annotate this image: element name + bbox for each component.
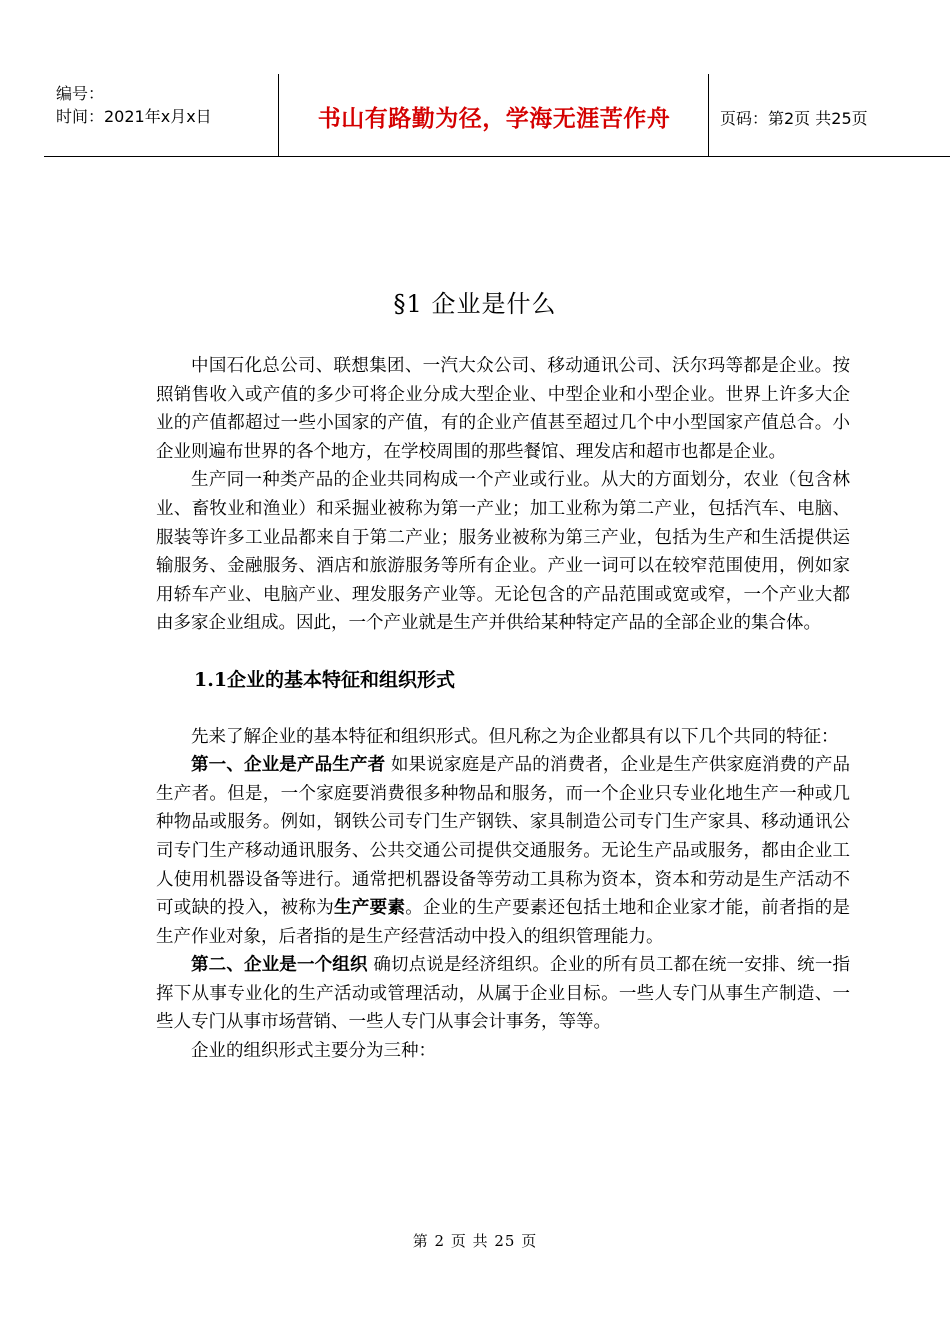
feature-heading: 第一、企业是产品生产者 — [191, 755, 386, 776]
page-footer: 第 2 页 共 25 页 — [412, 1232, 538, 1250]
subsection-heading: 1.1企业的基本特征和组织形式 — [194, 668, 456, 691]
paragraph-text: 如果说家庭是产品的消费者，企业是生产供家庭消费的产品生产者。但是，一个家庭要消费很多种物品和服务，而一个企业只专业化地生产一种或几种物品或服务。例如，钢铁公司专门生产钢铁、家具制造公司专门生产家具、移动通讯公司专门生产移动通讯服务、公共交通公司提供交通服务。无论生产品或服务，都由企业工人使用机器设备等进行。通常把机器设备等劳动工具称为资本，资本和劳动是生产活动不可或缺的投入，被称为 — [156, 755, 850, 919]
paragraph: 生产同一种类产品的企业共同构成一个产业或行业。从大的方面划分，农业（包含林业、畜牧业和渔业）和采掘业被称为第一产业；加工业称为第二产业，包括汽车、电脑、服装等许多工业品都来自于第二产业；服务业被称为第三产业，包括为生产和生活提供运输服务、金融服务、酒店和旅游服务等所有企业。产业一词可以在较窄范围使用，例如家用轿车产业、电脑产业、理发服务产业等。无论包含的产品范围或宽或窄，一个产业大都由多家企业组成。因此，一个产业就是生产并供给某种特定产品的全部企业的集合体。 — [156, 470, 850, 634]
header-divider — [708, 74, 709, 156]
paragraph — [156, 951, 850, 1037]
paragraph — [156, 751, 850, 951]
section-title: §1 企业是什么 — [393, 290, 557, 318]
paragraph: 企业的组织形式主要分为三种： — [191, 1041, 436, 1062]
paragraph: 先来了解企业的基本特征和组织形式。但凡称之为企业都具有以下几个共同的特征： — [191, 726, 839, 747]
paragraph-text: 确切点说是经济组织。企业的所有员工都在统一安排、统一指挥下从事专业化的生产活动或管理活动，从属于企业目标。一些人专门从事生产制造、一些人专门从事市场营销、一些人专门从事会计事务，等等。 — [156, 955, 851, 1033]
document-time-label: 时间：2021年x月x日 — [56, 107, 212, 126]
header-motto: 书山有路勤为径，学海无涯苦作舟 — [317, 106, 671, 132]
document-body — [156, 352, 850, 1066]
header-meta — [56, 82, 296, 128]
key-term: 生产要素 — [334, 898, 406, 919]
header-divider — [278, 74, 279, 156]
document-number-label: 编号： — [56, 84, 105, 103]
header-page-info: 页码：第2页 共25页 — [720, 109, 868, 128]
page-header — [44, 74, 950, 157]
feature-heading: 第二、企业是一个组织 — [191, 955, 368, 976]
paragraph-text: 。企业的生产要素还包括土地和企业家才能，前者指的是生产作业对象，后者指的是生产经营活动中投入的组织管理能力。 — [156, 898, 851, 947]
paragraph: 中国石化总公司、联想集团、一汽大众公司、移动通讯公司、沃尔玛等都是企业。按照销售收入或产值的多少可将企业分成大型企业、中型企业和小型企业。世界上许多大企业的产值都超过一些小国家的产值，有的企业产值甚至超过几个中小型国家产值总合。小企业则遍布世界的各个地方，在学校周围的那些餐馆、理发店和超市也都是企业。 — [156, 356, 850, 462]
